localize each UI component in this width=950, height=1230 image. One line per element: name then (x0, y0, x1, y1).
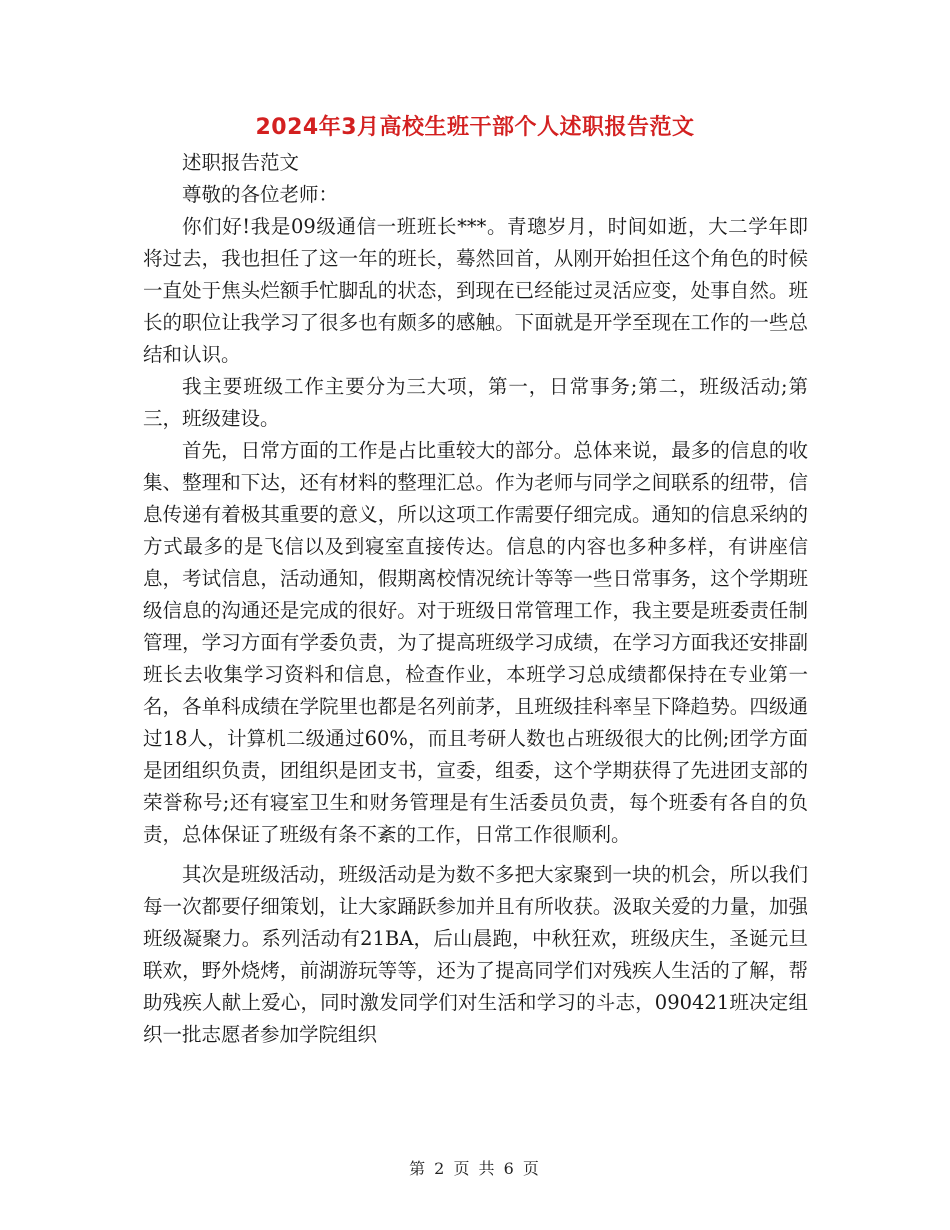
document-body (143, 147, 808, 1051)
paragraph-class-activities: 其次是班级活动，班级活动是为数不多把大家聚到一块的机会，所以我们每一次都要仔细策划，让大家踊跃参加并且有所收获。汲取关爱的力量，加强班级凝聚力。系列活动有21BA，后山晨跑，中秋狂欢，班级庆生，圣诞元旦联欢，野外烧烤，前湖游玩等等，还为了提高同学们对残疾人生活的了解，帮助残疾人献上爱心，同时激发同学们对生活和学习的斗志，090421班决定组织一批志愿者参加学院组织 (143, 863, 808, 1046)
document-title: 2024年3月高校生班干部个人述职报告范文 (255, 115, 695, 140)
paragraph-subtitle: 述职报告范文 (182, 151, 300, 174)
page-number-footer: 第 2 页 共 6 页 (409, 1159, 541, 1178)
paragraph-intro: 你们好!我是09级通信一班班长***。青璁岁月，时间如逝，大二学年即将过去，我也担任了这一年的班长，蓦然回首，从刚开始担任这个角色的时候一直处于焦头烂额手忙脚乱的状态，到现在已经能过灵活应变，处事自然。班长的职位让我学习了很多也有颇多的感触。下面就是开学至现在工作的一些总结和认识。 (143, 215, 808, 366)
paragraph-overview: 我主要班级工作主要分为三大项，第一，日常事务;第二，班级活动;第三，班级建设。 (143, 375, 808, 430)
paragraph-daily-work: 首先，日常方面的工作是占比重较大的部分。总体来说，最多的信息的收集、整理和下达，还有材料的整理汇总。作为老师与同学之间联系的纽带，信息传递有着极其重要的意义，所以这项工作需要仔细完成。通知的信息采纳的方式最多的是飞信以及到寝室直接传达。信息的内容也多种多样，有讲座信息，考试信息，活动通知，假期离校情况统计等等一些日常事务，这个学期班级信息的沟通还是完成的很好。对于班级日常管理工作，我主要是班委责任制管理，学习方面有学委负责，为了提高班级学习成绩，在学习方面我还安排副班长去收集学习资料和信息，检查作业，本班学习总成绩都保持在专业第一名，各单科成绩在学院里也都是名列前茅，且班级挂科率呈下降趋势。四级通过18人，计算机二级通过60%，而且考研人数也占班级很大的比例;团学方面是团组织负责，团组织是团支书，宣委，组委，这个学期获得了先进团支部的荣誉称号;还有寝室卫生和财务管理是有生活委员负责，每个班委有各自的负责，总体保证了班级有条不紊的工作，日常工作很顺利。 (143, 439, 808, 846)
paragraph-salutation: 尊敬的各位老师： (182, 183, 339, 206)
